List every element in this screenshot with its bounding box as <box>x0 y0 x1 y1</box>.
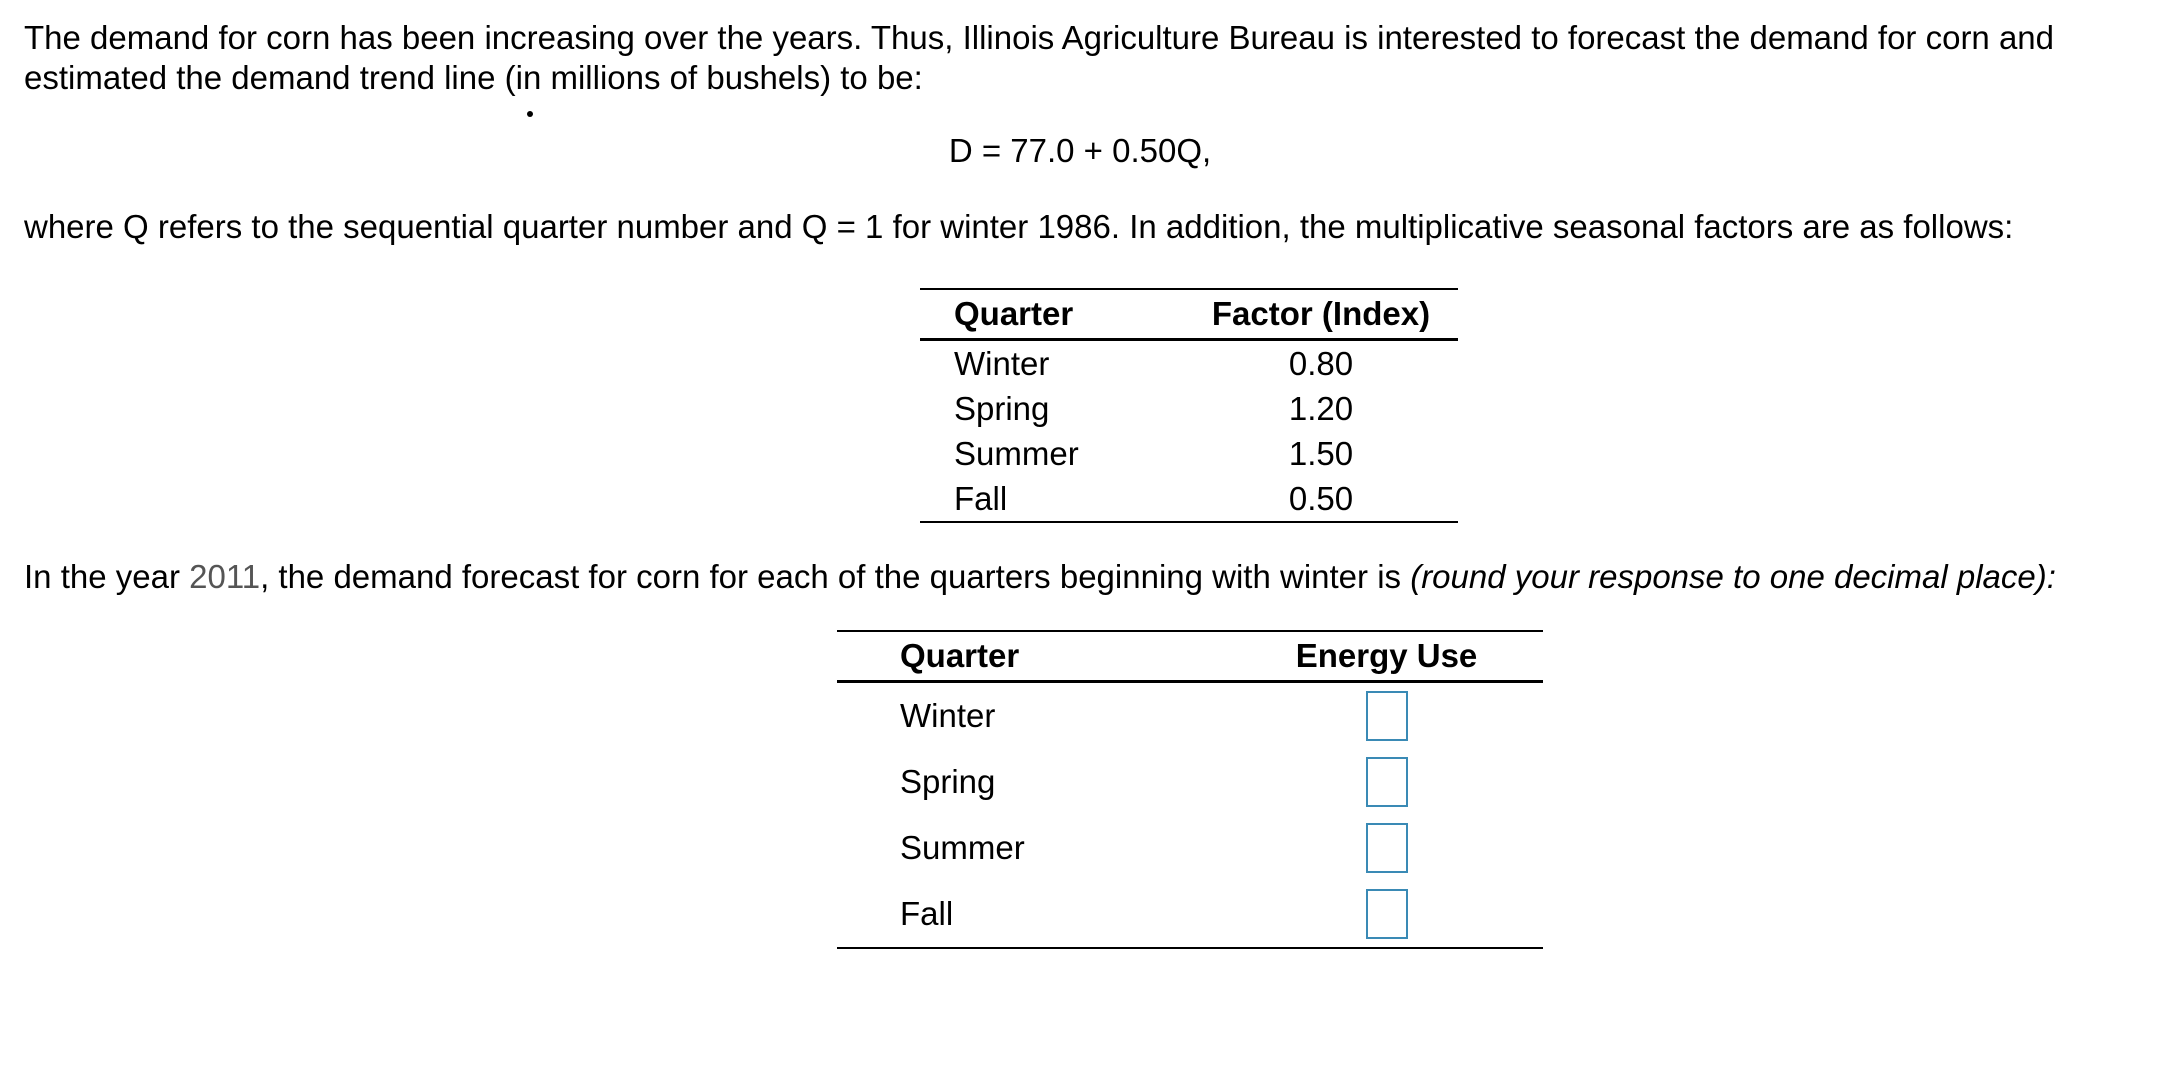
question-middle: , the demand forecast for corn for each of the quarters beginning with winter is <box>260 558 1411 595</box>
intro-line-2: estimated the demand trend line (in millions of bushels) to be: <box>24 59 923 96</box>
factor-value: 1.50 <box>1288 434 1354 472</box>
summer-forecast-input[interactable] <box>1366 823 1408 873</box>
factor-value: 0.80 <box>1288 344 1354 382</box>
factor-table-header <box>920 289 1458 340</box>
factor-row <box>920 431 1458 476</box>
question-instruction: (round your response to one decimal place): <box>1410 558 2056 595</box>
fall-forecast-input[interactable] <box>1366 889 1408 939</box>
answer-row <box>837 682 1543 750</box>
where-text: where Q refers to the sequential quarter number and Q = 1 for winter 1986. In addition, the multiplicative seasonal factors are as follows: <box>24 208 2014 245</box>
factor-header-index: Factor (Index) <box>1184 289 1458 340</box>
factor-value: 1.20 <box>1288 389 1354 427</box>
answer-row <box>837 815 1543 881</box>
factor-value: 0.50 <box>1184 476 1458 522</box>
factor-row <box>920 386 1458 431</box>
answer-row <box>837 749 1543 815</box>
stray-dot <box>527 111 533 117</box>
intro-line-1: The demand for corn has been increasing over the years. Thus, Illinois Agriculture Bureau is interested to forecast the demand for corn and <box>24 19 2055 56</box>
factor-header-quarter: Quarter <box>920 289 1184 340</box>
spring-forecast-input[interactable] <box>1366 757 1408 807</box>
question-text <box>24 557 2056 597</box>
factor-quarter: Fall <box>920 476 1184 522</box>
factor-quarter: Summer <box>954 434 1079 472</box>
answer-quarter: Fall <box>837 881 1230 948</box>
answer-quarter: Winter <box>900 697 996 734</box>
winter-forecast-input[interactable] <box>1366 691 1408 741</box>
answer-header-energy-use: Energy Use <box>1230 631 1543 682</box>
answer-quarter: Spring <box>900 763 996 800</box>
answer-quarter: Summer <box>900 829 1025 866</box>
trend-equation: D = 77.0 + 0.50Q, <box>948 132 1212 169</box>
factor-quarter: Winter <box>954 344 1050 382</box>
factor-row <box>920 476 1458 522</box>
question-year: 2011 <box>189 558 261 595</box>
question-prefix: In the year <box>24 558 190 595</box>
answer-table-header <box>837 631 1543 682</box>
seasonal-factor-table <box>920 288 1458 523</box>
factor-quarter: Spring <box>954 389 1050 427</box>
forecast-answer-table <box>837 630 1543 949</box>
answer-header-quarter: Quarter <box>837 631 1230 682</box>
answer-row <box>837 881 1543 948</box>
factor-row <box>920 340 1458 387</box>
